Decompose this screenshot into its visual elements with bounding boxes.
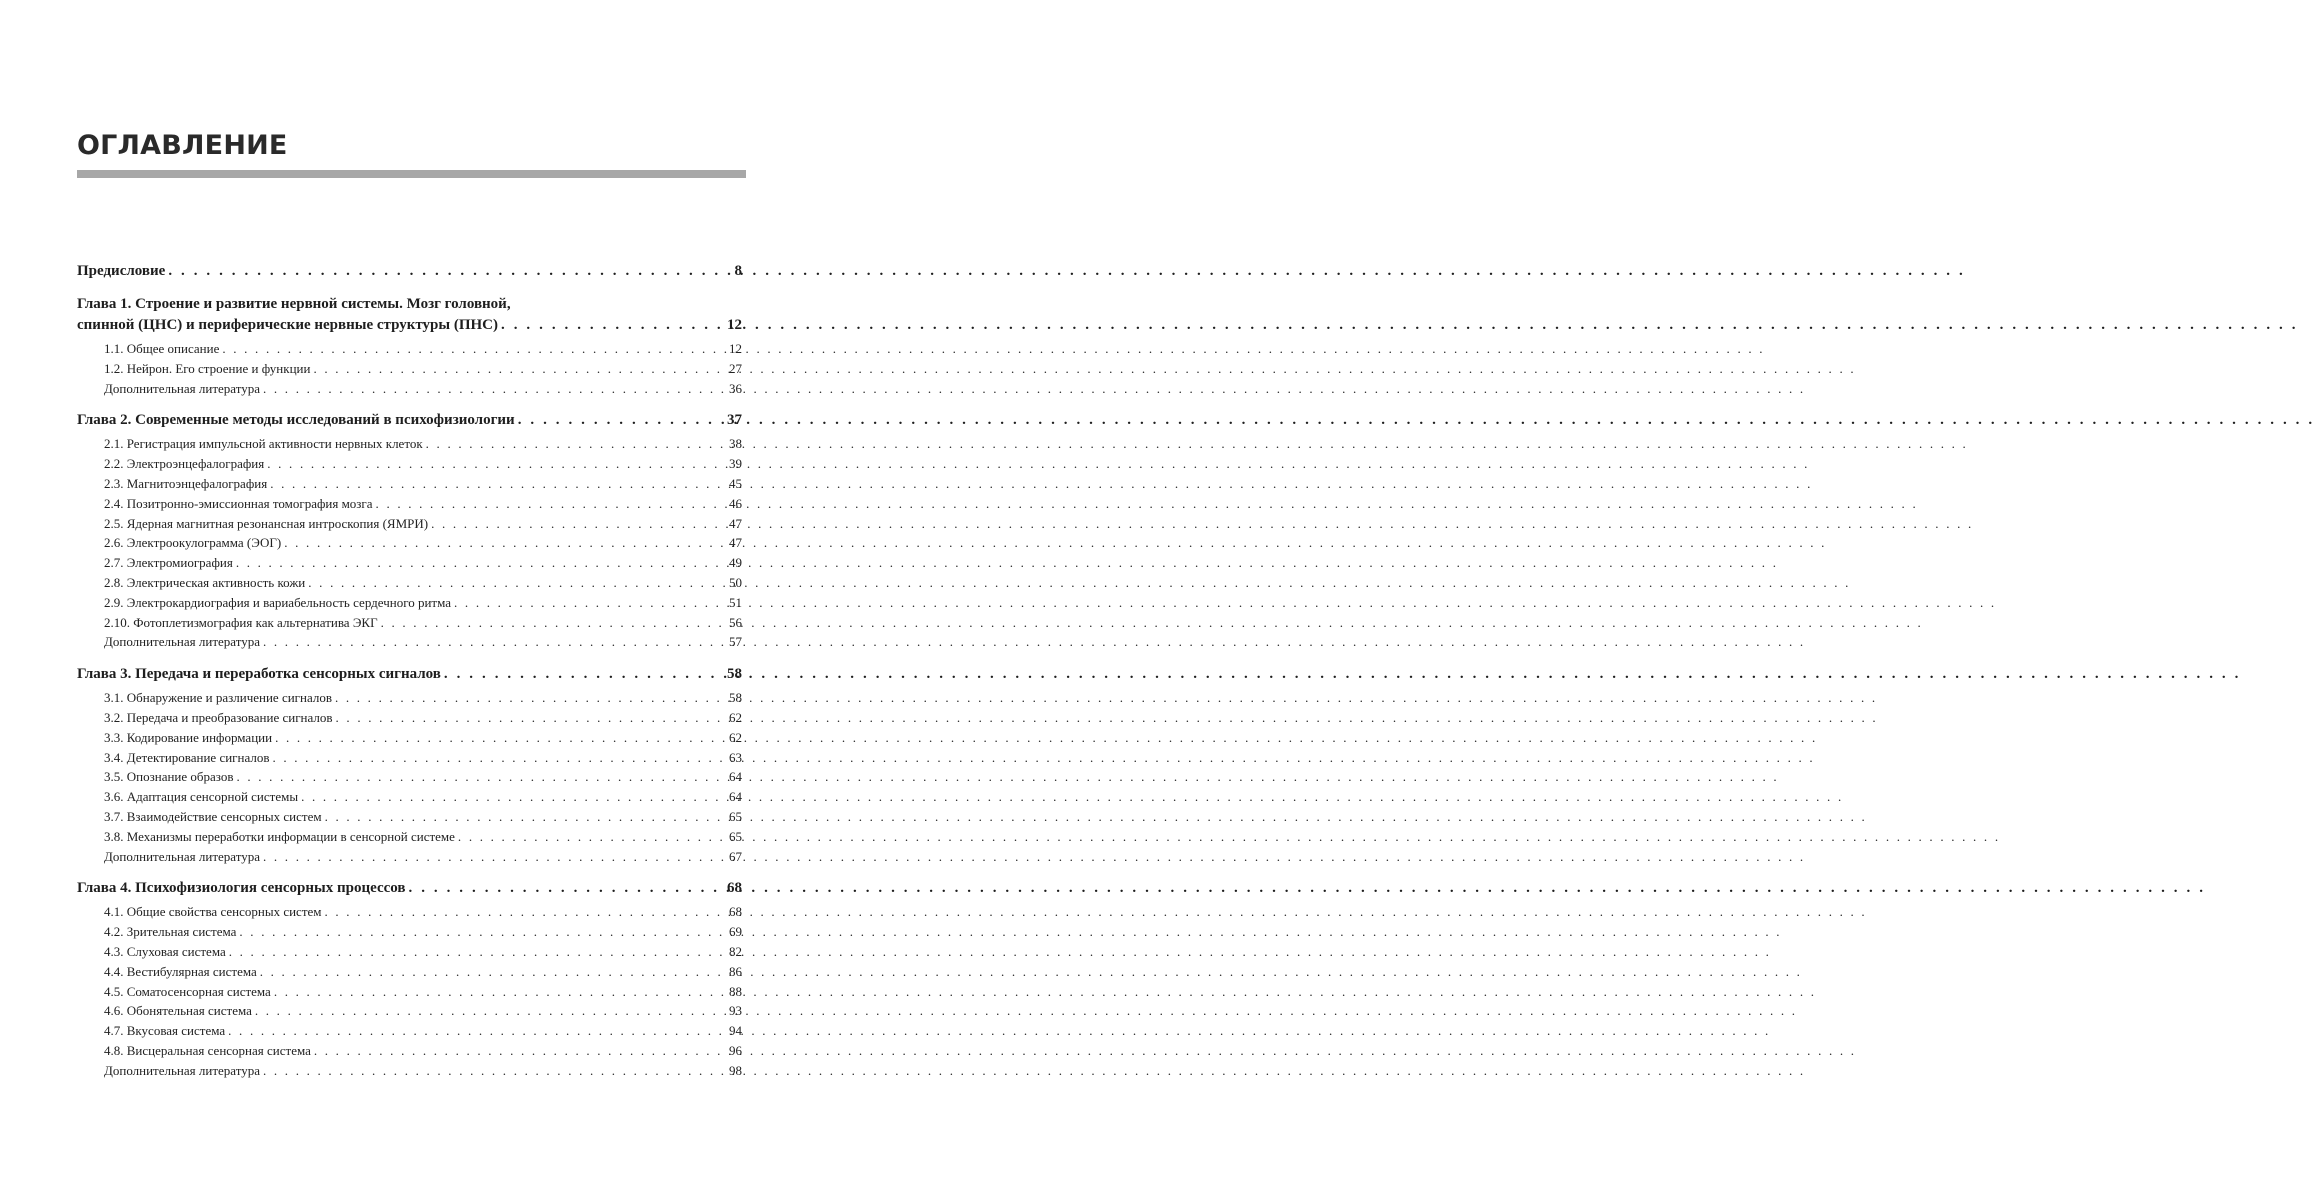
section-list [77, 339, 742, 398]
toc-page-number: 58 [727, 666, 742, 683]
toc-entry-section[interactable] [77, 748, 742, 768]
toc-entry-section[interactable] [77, 514, 742, 534]
toc-entry-title: 2.4. Позитронно-эмиссионная томография мозга [104, 495, 373, 511]
toc-entry-section[interactable] [77, 494, 742, 514]
toc-page-number: 47 [729, 515, 742, 531]
toc-entry-title: 4.7. Вкусовая система [104, 1023, 226, 1039]
toc-entry-title: 4.3. Слуховая система [104, 943, 226, 959]
toc-page-number: 8 [734, 263, 742, 279]
toc-entry-title: 3.6. Адаптация сенсорной системы [104, 789, 299, 805]
leader-dots [428, 514, 729, 534]
toc-entry-section[interactable] [77, 339, 742, 359]
toc-page-number: 62 [729, 729, 742, 745]
leader-dots [225, 1021, 729, 1041]
toc-entry-title: 2.2. Электроэнцефалография [104, 456, 265, 472]
toc-page-number: 51 [729, 594, 742, 610]
leader-dots [272, 728, 729, 748]
toc-entry-title: Глава 3. Передача и переработка сенсорных сигналов [77, 666, 441, 683]
toc-page-number: 68 [727, 880, 742, 897]
leader-dots [264, 454, 729, 474]
toc-entry-section[interactable] [77, 922, 742, 942]
toc-entry-title: Глава 4. Психофизиология сенсорных процессов [77, 880, 406, 897]
leader-dots [267, 474, 729, 494]
toc-entry-title: 2.6. Электроокулограмма (ЭОГ) [104, 535, 282, 551]
chapter-block [77, 878, 742, 1080]
toc-entry-section[interactable] [77, 474, 742, 494]
toc-page-number: 82 [729, 943, 742, 959]
toc-entry-title: 1.2. Нейрон. Его строение и функции [104, 360, 311, 376]
toc-entry-title: 2.10. Фотоплетизмография как альтернатива ЭКГ [104, 614, 378, 630]
toc-entry-section[interactable] [77, 708, 742, 728]
leader-dots [451, 593, 729, 613]
leader-dots [498, 315, 727, 336]
leader-dots [233, 553, 729, 573]
toc-entry-section[interactable] [77, 962, 742, 982]
toc-page-number: 58 [729, 690, 742, 706]
toc-entry-title: 3.4. Детектирование сигналов [104, 749, 270, 765]
toc-page-number: 36 [729, 380, 742, 396]
toc-entry-title: 2.8. Электрическая активность кожи [104, 574, 306, 590]
toc-page-number: 96 [729, 1042, 742, 1058]
leader-dots [305, 573, 729, 593]
toc-entry-section[interactable] [77, 553, 742, 573]
page-header [77, 128, 746, 178]
toc-page-number: 56 [729, 614, 742, 630]
toc-entry-title: 2.1. Регистрация импульсной активности нервных клеток [104, 436, 423, 452]
toc-page-number: 27 [729, 360, 742, 376]
leader-dots [260, 1061, 729, 1081]
toc-entry-section[interactable] [77, 613, 742, 633]
toc-entry-chapter[interactable] [77, 315, 742, 336]
leader-dots [310, 359, 729, 379]
toc-page-number: 37 [727, 412, 742, 429]
toc-entry-title: 4.5. Соматосенсорная система [104, 983, 271, 999]
chapter-block [77, 664, 742, 866]
leader-dots [269, 748, 729, 768]
toc-page-number: 39 [729, 456, 742, 472]
toc-entry-section[interactable] [77, 767, 742, 787]
toc-page-number: 64 [729, 789, 742, 805]
toc-page-number: 50 [729, 574, 742, 590]
leader-dots [378, 613, 729, 633]
toc-page-number: 49 [729, 555, 742, 571]
toc-entry-title: 2.5. Ядерная магнитная резонансная интроскопия (ЯМРИ) [104, 515, 429, 531]
toc-page-number: 69 [729, 924, 742, 940]
toc-page-number: 46 [729, 495, 742, 511]
leader-dots [322, 807, 729, 827]
leader-dots [373, 494, 729, 514]
toc-entry-title: Дополнительная литература [104, 848, 260, 864]
toc-page-number: 57 [729, 634, 742, 650]
toc-page-number: 65 [729, 828, 742, 844]
leader-dots [257, 962, 729, 982]
toc-entry-title: Дополнительная литература [104, 634, 260, 650]
toc-entry-title: 4.6. Обонятельная система [104, 1003, 252, 1019]
toc-entry-title: 3.5. Опознание образов [104, 769, 234, 785]
toc-entry-section[interactable] [77, 434, 742, 454]
page-title: ОГЛАВЛЕНИЕ [77, 130, 288, 161]
section-list [77, 688, 742, 866]
toc-entry-title: 3.7. Взаимодействие сенсорных систем [104, 808, 322, 824]
toc-entry-section[interactable] [77, 593, 742, 613]
toc-entry-section[interactable] [77, 359, 742, 379]
leader-dots [441, 664, 727, 685]
toc-entry-title: Дополнительная литература [104, 380, 260, 396]
toc-entry-section[interactable] [77, 787, 742, 807]
toc-entry-section[interactable] [77, 807, 742, 827]
toc-page-number: 12 [729, 341, 742, 356]
toc-entry-section[interactable] [77, 533, 742, 553]
toc-entry-section[interactable] [77, 982, 742, 1002]
leader-dots [423, 434, 729, 454]
toc-entry-preface[interactable] [77, 261, 742, 282]
toc-page-number: 98 [729, 1062, 742, 1078]
toc-entry-section[interactable] [77, 728, 742, 748]
toc-entry-title: 2.9. Электрокардиография и вариабельность сердечного ритма [104, 594, 452, 610]
toc-entry-section[interactable] [77, 1001, 742, 1021]
toc-entry-title: 2.3. Магнитоэнцефалография [104, 475, 268, 491]
toc-entry-title: Предисловие [77, 263, 166, 279]
leader-dots [455, 827, 729, 847]
title-rule [77, 170, 746, 178]
toc-entry-chapter[interactable] [77, 664, 742, 685]
leader-dots [271, 982, 729, 1002]
toc-entry-title: Дополнительная литература [104, 1062, 260, 1078]
toc-entry-section[interactable] [77, 847, 742, 867]
toc-page-number: 94 [729, 1023, 742, 1039]
toc-entry-section[interactable] [77, 1061, 742, 1081]
leader-dots [515, 410, 727, 431]
leader-dots [236, 922, 729, 942]
toc-page-number: 12 [727, 317, 742, 333]
toc-entry-title: 3.2. Передача и преобразование сигналов [104, 709, 333, 725]
toc-page-number: 64 [729, 769, 742, 785]
toc-page-number: 68 [729, 904, 742, 920]
leader-dots [260, 632, 729, 652]
leader-dots [322, 902, 730, 922]
toc-page-number: 63 [729, 749, 742, 765]
toc-page-number: 45 [729, 475, 742, 491]
leader-dots [298, 787, 729, 807]
toc-entry-section[interactable] [77, 573, 742, 593]
toc-entry-section[interactable] [77, 688, 742, 708]
toc-entry-title: 3.8. Механизмы переработки информации в сенсорной системе [104, 828, 455, 844]
toc-page-number: 93 [729, 1003, 742, 1019]
leader-dots [311, 1041, 729, 1061]
toc-entry-title: 3.1. Обнаружение и различение сигналов [104, 690, 332, 706]
leader-dots [219, 339, 729, 359]
toc-entry-section[interactable] [77, 827, 742, 847]
section-list [77, 902, 742, 1080]
toc-entry-title: спинной (ЦНС) и периферические нервные структуры (ПНС) [77, 317, 499, 333]
table-of-contents [77, 261, 742, 1081]
toc-entry-title: 3.3. Кодирование информации [104, 729, 273, 745]
leader-dots [165, 261, 734, 282]
toc-entry-section[interactable] [77, 632, 742, 652]
toc-entry-title: 2.7. Электромиография [104, 555, 233, 571]
toc-page-number: 86 [729, 963, 742, 979]
toc-entry-title: 4.4. Вестибулярная система [104, 963, 257, 979]
leader-dots [406, 878, 728, 899]
toc-entry-section[interactable] [77, 942, 742, 962]
toc-page-number: 65 [729, 808, 742, 824]
toc-entry-title: 1.1. Общее описание [104, 341, 220, 356]
leader-dots [226, 942, 729, 962]
chapter-title-line[interactable]: Глава 1. Строение и развитие нервной системы. Мозг головной, [77, 296, 511, 312]
leader-dots [233, 767, 729, 787]
section-list [77, 434, 742, 652]
toc-entry-title: Глава 2. Современные методы исследований в психофизиологии [77, 412, 515, 429]
leader-dots [281, 533, 729, 553]
toc-page-number: 62 [729, 709, 742, 725]
chapter-block [77, 294, 742, 398]
leader-dots [260, 847, 729, 867]
leader-dots [333, 708, 729, 728]
toc-entry-section[interactable] [77, 1041, 742, 1061]
toc-page-number: 38 [729, 436, 742, 452]
toc-page-number: 88 [729, 983, 742, 999]
toc-page-number: 47 [729, 535, 742, 551]
toc-page-number: 67 [729, 848, 742, 864]
toc-entry-title: 4.8. Висцеральная сенсорная система [104, 1042, 311, 1058]
leader-dots [252, 1001, 729, 1021]
leader-dots [332, 688, 729, 708]
toc-entry-section[interactable] [77, 1021, 742, 1041]
chapter-block [77, 410, 742, 652]
toc-entry-chapter[interactable] [77, 410, 742, 431]
toc-entry-chapter[interactable] [77, 878, 742, 899]
toc-entry-title: 4.2. Зрительная система [104, 924, 237, 940]
toc-entry-title: 4.1. Общие свойства сенсорных систем [104, 904, 322, 920]
toc-entry-section[interactable] [77, 902, 742, 922]
leader-dots [260, 379, 729, 399]
toc-entry-section[interactable] [77, 454, 742, 474]
toc-entry-section[interactable] [77, 379, 742, 399]
